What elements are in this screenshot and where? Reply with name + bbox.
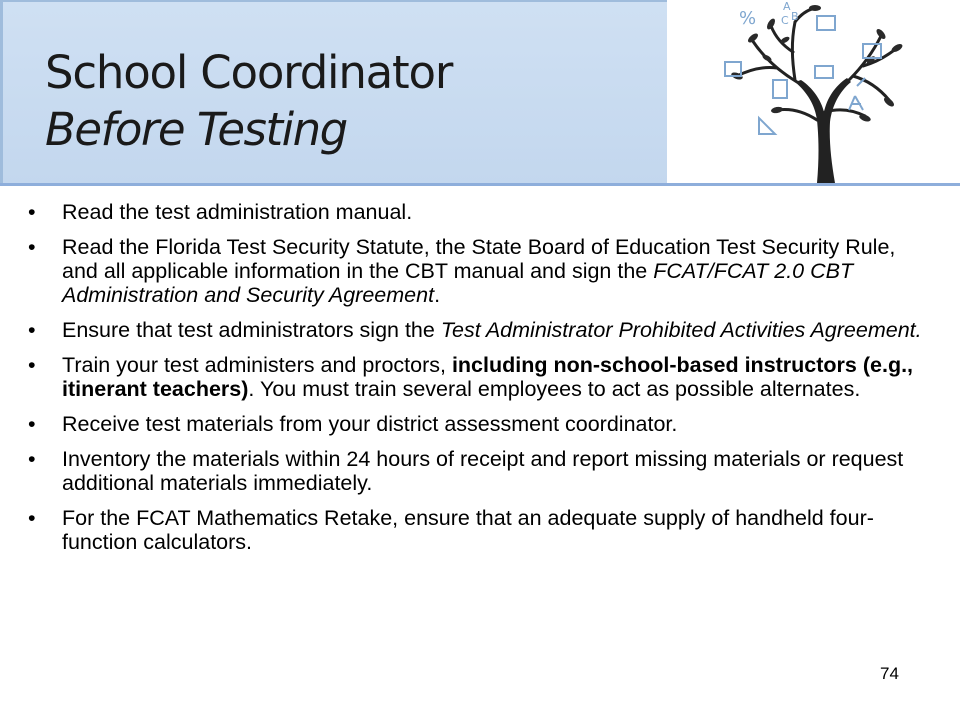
bullet-dot: • <box>28 447 36 471</box>
tree-illustration <box>667 0 960 183</box>
bullet-text-segment: Train your test administers and proctors, <box>62 353 452 377</box>
calculator-icon <box>773 80 787 98</box>
bullet-text-segment: For the FCAT Mathematics Retake, ensure that an adequate supply of handheld four-function calculators. <box>62 506 874 554</box>
bullet-text-segment: . <box>434 283 441 307</box>
bullet-text-segment: . You must train several employees to act as possible alternates. <box>248 377 861 401</box>
education-tree-icon <box>667 0 960 183</box>
letter-b-icon: B <box>791 10 799 23</box>
bullet-dot: • <box>28 235 36 259</box>
bullet-text-segment: Read the Florida Test Security Statute, the State Board of Education Test Security Rule, and all applicable information in the CBT manual and sign the <box>62 235 896 283</box>
letter-c-icon: C <box>781 14 789 27</box>
laptop-icon <box>815 66 833 78</box>
page-subtitle: Before Testing <box>45 103 347 156</box>
compass-icon <box>849 96 863 110</box>
bullet-dot: • <box>28 506 36 530</box>
bullet-list <box>28 200 928 565</box>
bullet-item <box>28 353 928 401</box>
page-number: 74 <box>880 664 899 683</box>
header-divider <box>0 183 960 186</box>
bullet-item <box>28 506 928 554</box>
tree-trunk <box>795 78 851 183</box>
bullet-item <box>28 200 928 224</box>
bullet-dot: • <box>28 318 36 342</box>
bullet-text-segment: Ensure that test administrators sign the <box>62 318 441 342</box>
bullet-item <box>28 318 928 342</box>
percent-icon: % <box>739 8 757 29</box>
bullet-text-segment: Receive test materials from your district assessment coordinator. <box>62 412 678 436</box>
bullet-item <box>28 412 928 436</box>
bullet-text-segment: Inventory the materials within 24 hours of receipt and report missing materials or request additional materials immediately. <box>62 447 904 495</box>
page-title: School Coordinator <box>45 46 453 99</box>
bullet-dot: • <box>28 412 36 436</box>
bullet-item <box>28 447 928 495</box>
bullet-text-segment: Read the test administration manual. <box>62 200 413 224</box>
bullet-text-segment: including non-school-based instructors (e.g., itinerant teachers) <box>62 353 914 401</box>
bullet-dot: • <box>28 353 36 377</box>
letter-a-icon: A <box>783 0 791 13</box>
ruler-triangle-icon <box>759 118 775 134</box>
title-banner <box>0 0 667 184</box>
bullet-text-segment: Test Administrator Prohibited Activities Agreement. <box>440 318 922 342</box>
bullet-text-segment: FCAT/FCAT 2.0 CBT Administration and Security Agreement <box>62 259 854 307</box>
chalkboard-icon <box>817 16 835 30</box>
bullet-dot: • <box>28 200 36 224</box>
bullet-item <box>28 235 928 307</box>
